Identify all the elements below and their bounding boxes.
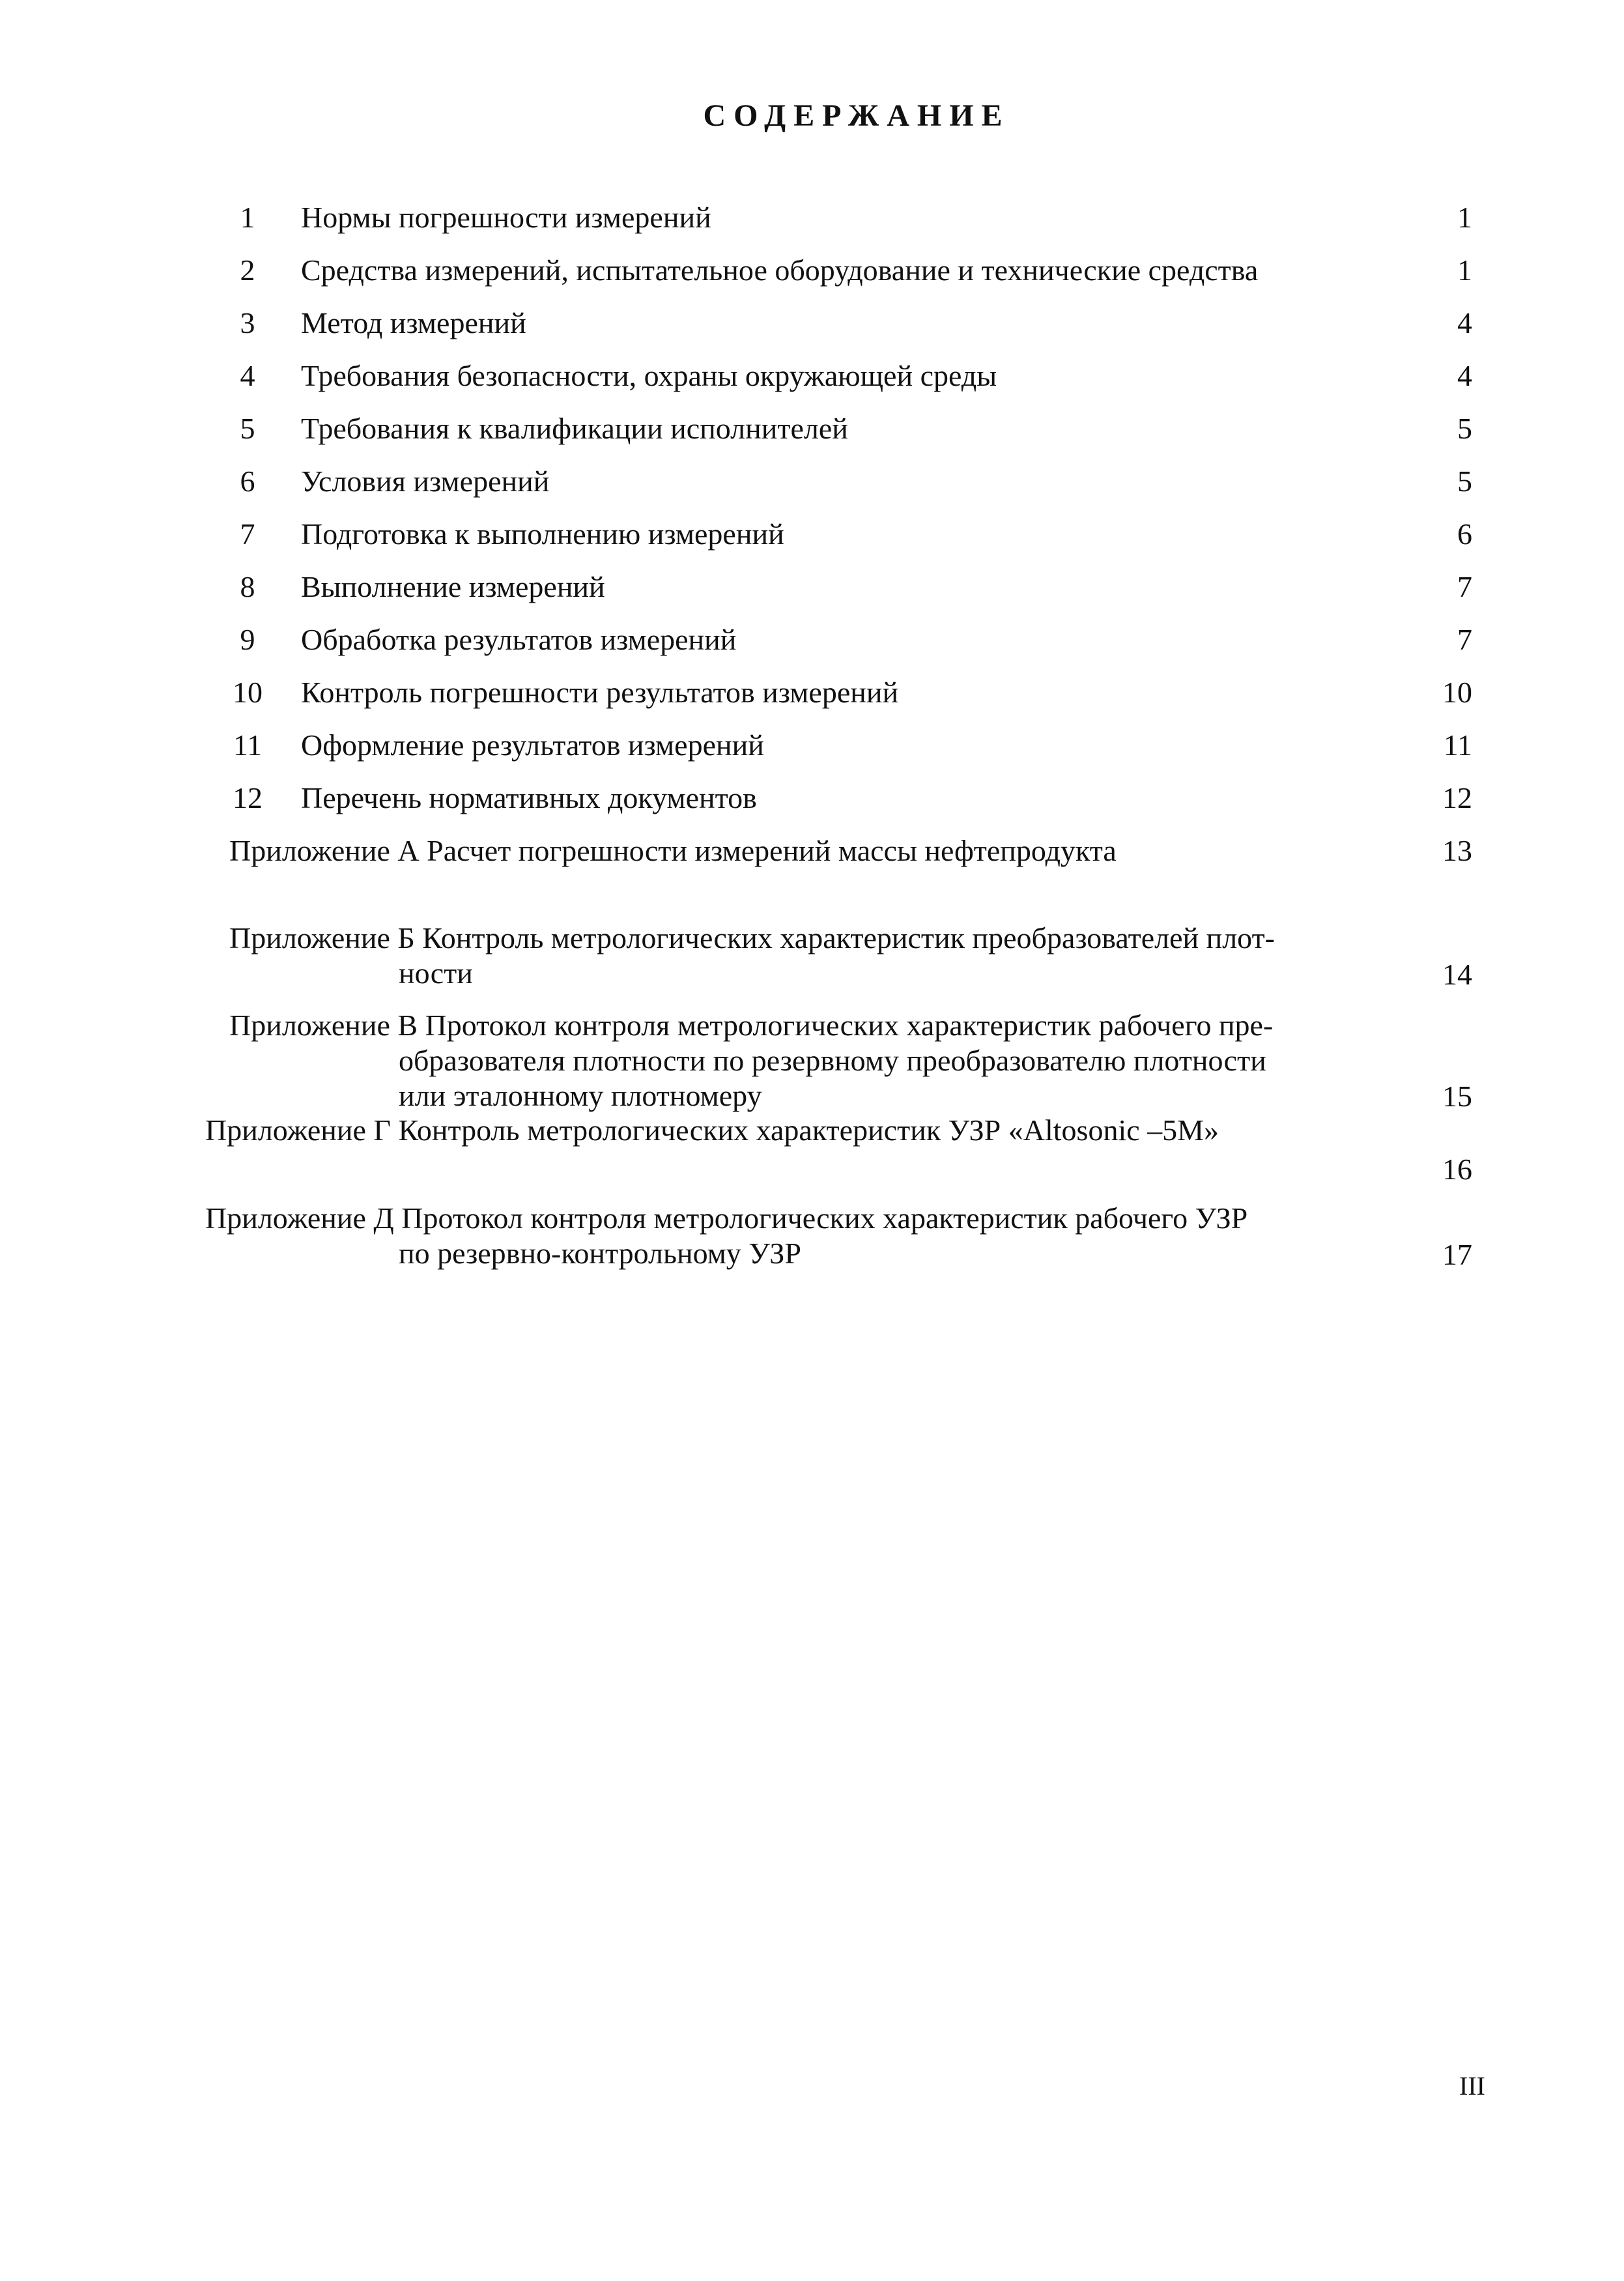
toc-entry-page: 12 <box>1442 781 1472 814</box>
toc-entry-title: Условия измерений <box>301 465 550 498</box>
toc-entry-page: 7 <box>1457 623 1472 656</box>
toc-appendix <box>0 921 1624 992</box>
toc-entry-page: 1 <box>1457 201 1472 234</box>
toc-entry-page: 10 <box>1442 676 1472 709</box>
toc-entry-number: 8 <box>240 570 255 603</box>
toc-entry-title: Подготовка к выполнению измерений <box>301 517 784 551</box>
toc-entry-number: 3 <box>240 306 255 339</box>
toc-entry-page: 11 <box>1443 728 1472 762</box>
toc-appendix <box>0 1201 1624 1272</box>
toc-entry-title: Выполнение измерений <box>301 570 605 603</box>
toc-entry-number: 11 <box>233 728 263 762</box>
toc-entry-title: Требования к квалификации исполнителей <box>301 412 848 445</box>
toc-entry-number: 7 <box>240 517 255 551</box>
toc-entry-title: Контроль погрешности результатов измерений <box>301 676 899 709</box>
toc-entry-title: Перечень нормативных документов <box>301 781 757 814</box>
toc-entry-number: 9 <box>240 623 255 656</box>
toc-appendix-title: Приложение Г Контроль метрологических характеристик УЗР «Altosonic –5M» <box>205 1113 1219 1147</box>
toc-appendix <box>0 1008 1624 1119</box>
toc-entry-page: 4 <box>1457 306 1472 339</box>
toc-appendix-page: 16 <box>1442 1153 1472 1186</box>
toc-appendix-title-line: Приложение Д Протокол контроля метрологических характеристик рабочего УЗР <box>205 1201 1248 1235</box>
toc-appendix-title: Приложение А Расчет погрешности измерений массы нефтепродукта <box>229 834 1117 867</box>
toc-appendix-title-line: Приложение Б Контроль метрологических характеристик преобразователей плот- <box>229 921 1275 954</box>
toc-appendix-title-line: ности <box>399 956 473 990</box>
toc-entry-page: 7 <box>1457 570 1472 603</box>
page-number: III <box>1459 2071 1485 2101</box>
toc-appendix-title-line: Приложение В Протокол контроля метрологических характеристик рабочего пре- <box>229 1009 1274 1042</box>
toc-entry-number: 12 <box>233 781 263 814</box>
toc-appendix-page: 13 <box>1442 834 1472 867</box>
toc-entry-title: Оформление результатов измерений <box>301 728 764 762</box>
toc-appendix-title-line: или эталонному плотномеру <box>399 1079 762 1112</box>
page-title: СОДЕРЖАНИЕ <box>703 98 1010 133</box>
toc-entry-page: 5 <box>1457 465 1472 498</box>
toc-entry-number: 5 <box>240 412 255 445</box>
toc-entry-title: Средства измерений, испытательное оборудование и технические средства <box>301 253 1259 287</box>
toc-entry-title: Нормы погрешности измерений <box>301 201 711 234</box>
toc-entry-page: 4 <box>1457 359 1472 392</box>
toc-entry-title: Обработка результатов измерений <box>301 623 737 656</box>
toc-entry-page: 5 <box>1457 412 1472 445</box>
toc-entry-title: Требования безопасности, охраны окружающей среды <box>301 359 997 392</box>
toc-entry-number: 6 <box>240 465 255 498</box>
toc-entry-number: 2 <box>240 253 255 287</box>
toc-appendix-page: 17 <box>1442 1238 1472 1271</box>
toc-appendix-title-line: по резервно-контрольному УЗР <box>399 1237 801 1270</box>
toc-appendix <box>0 1113 1624 1191</box>
toc-appendix-page: 15 <box>1442 1080 1472 1113</box>
toc-appendix-page: 14 <box>1442 958 1472 991</box>
toc-entry-page: 1 <box>1457 253 1472 287</box>
toc-entry-number: 10 <box>233 676 263 709</box>
toc-entry-page: 6 <box>1457 517 1472 551</box>
toc-entry-number: 4 <box>240 359 255 392</box>
toc-entry-title: Метод измерений <box>301 306 526 339</box>
toc-entry-number: 1 <box>240 201 255 234</box>
toc-appendix-title-line: образователя плотности по резервному преобразователю плотности <box>399 1044 1266 1077</box>
